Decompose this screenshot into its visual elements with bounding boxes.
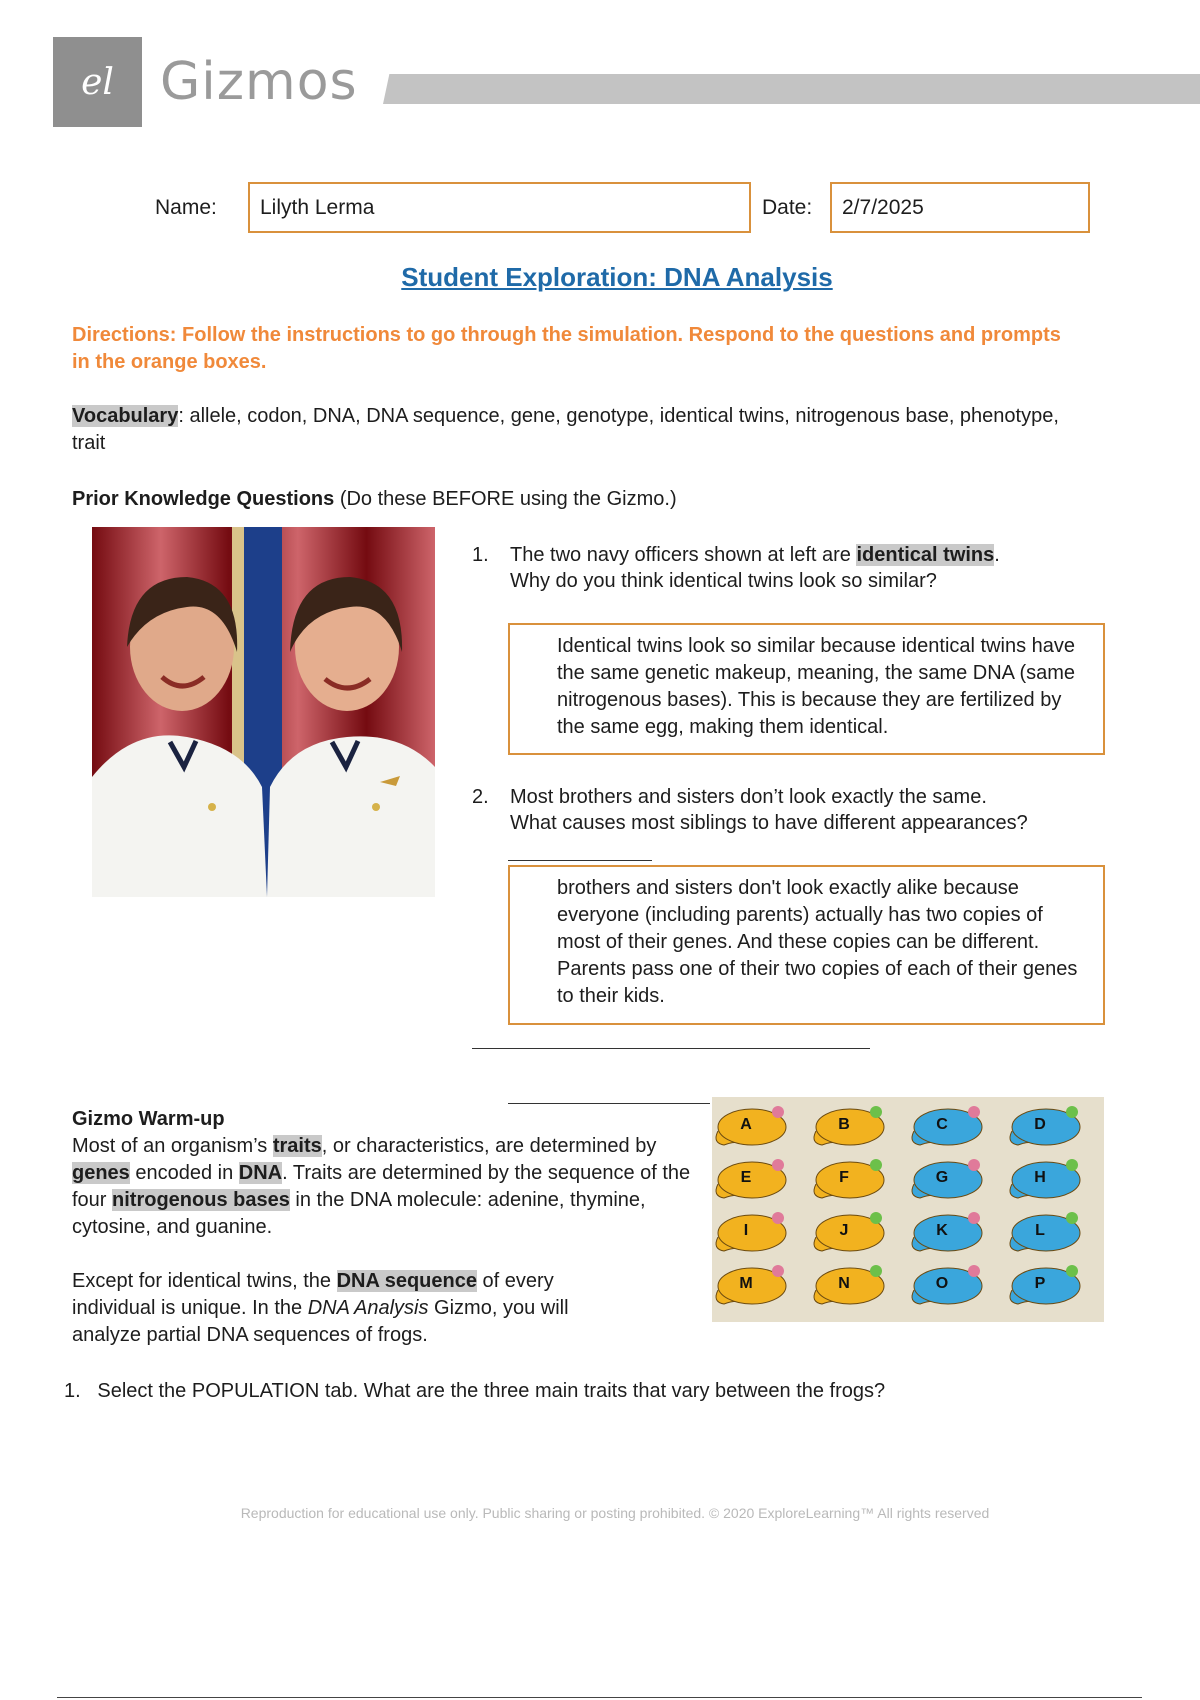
question-2 — [472, 784, 1112, 836]
prior-heading-label: Prior Knowledge Questions — [72, 488, 335, 510]
frog-label: L — [1035, 1222, 1045, 1239]
frog-a — [716, 1106, 786, 1145]
frog-label: A — [740, 1116, 752, 1133]
warmup-text: of every individual is unique. In the — [72, 1270, 554, 1319]
warmup-text: Gizmo, you will analyze partial DNA sequences of frogs. — [72, 1297, 569, 1346]
prior-knowledge-heading — [72, 488, 677, 511]
vocabulary — [72, 403, 1082, 457]
frog-o — [912, 1265, 982, 1304]
frog-h — [1010, 1159, 1080, 1198]
frog-label: K — [936, 1222, 948, 1239]
warmup-heading: Gizmo Warm-up — [72, 1108, 225, 1130]
date-field[interactable]: 2/7/2025 — [830, 182, 1090, 233]
term-dna-sequence: DNA sequence — [336, 1270, 477, 1292]
warmup-text: Except for identical twins, the — [72, 1270, 337, 1292]
activity-question-1 — [64, 1380, 885, 1403]
header-bar — [383, 74, 1200, 104]
page-divider — [57, 1697, 1142, 1698]
vocabulary-text: : allele, codon, DNA, DNA sequence, gene, genotype, identical twins, nitrogenous base, phenotype, trait — [72, 405, 1059, 454]
activity-question-1-text: Select the POPULATION tab. What are the three main traits that vary between the frogs? — [97, 1380, 886, 1402]
frog-l — [1010, 1212, 1080, 1251]
frog-label: G — [935, 1169, 949, 1186]
frog-k — [912, 1212, 982, 1251]
frog-label: O — [935, 1275, 949, 1292]
frog-label: H — [1034, 1169, 1046, 1186]
answer-line — [508, 1103, 710, 1104]
copyright-footer: Reproduction for educational use only. Public sharing or posting prohibited. © 2020 ExploreLearning™ All rights reserved — [240, 1505, 990, 1521]
answer-box-1[interactable]: Identical twins look so similar because identical twins have the same genetic makeup, meaning, the same DNA (same nitrogenous bases). This is because they are fertilized by the same egg, making them identical. — [508, 623, 1105, 755]
frog-label: N — [838, 1275, 850, 1292]
frog-p — [1010, 1265, 1080, 1304]
warmup-text: . Traits are determined by the sequence of the four — [72, 1162, 691, 1211]
directions: Directions: Follow the instructions to go through the simulation. Respond to the questions and prompts in the orange boxes. — [72, 324, 1061, 373]
frog-label: D — [1034, 1116, 1046, 1133]
name-field[interactable]: Lilyth Lerma — [248, 182, 751, 233]
frog-label: C — [936, 1116, 948, 1133]
question-1-text-a: The two navy officers shown at left are — [510, 544, 857, 566]
gizmos-logo — [53, 37, 142, 127]
question-1 — [472, 542, 1092, 594]
frog-label: B — [838, 1116, 850, 1133]
navy-twins-photo — [92, 527, 435, 897]
prior-note: (Do these BEFORE using the Gizmo.) — [334, 488, 677, 510]
gizmo-warmup — [72, 1106, 702, 1349]
answer-line — [508, 860, 652, 861]
answer-box-2[interactable]: brothers and sisters don't look exactly alike because everyone (including parents) actually has two copies of most of their genes. And these copies can be different. Parents pass one of their two copies of each of their genes to their kids. — [508, 865, 1105, 1025]
activity-question-1-number: 1. — [64, 1380, 81, 1402]
question-1-highlight: identical twins — [856, 544, 995, 566]
name-label: Name: — [155, 196, 217, 219]
frog-label: J — [839, 1222, 849, 1239]
frog-i — [716, 1212, 786, 1251]
frog-e — [716, 1159, 786, 1198]
frog-f — [814, 1159, 884, 1198]
logo-glyph: el — [81, 61, 114, 103]
vocabulary-label: Vocabulary — [72, 405, 179, 427]
frog-label: M — [739, 1275, 753, 1292]
warmup-text: encoded in — [129, 1162, 239, 1184]
frog-b — [814, 1106, 884, 1145]
frog-label: F — [839, 1169, 849, 1186]
question-2-line2: What causes most siblings to have different appearances? — [510, 812, 1028, 834]
term-traits: traits — [272, 1135, 322, 1157]
term-genes: genes — [72, 1162, 130, 1184]
question-1-line2: Why do you think identical twins look so similar? — [510, 570, 937, 592]
warmup-text: in the DNA molecule: adenine, thymine, cytosine, and guanine. — [72, 1189, 646, 1238]
frog-population-image — [712, 1097, 1104, 1322]
gizmo-name: DNA Analysis — [307, 1297, 429, 1319]
question-2-line1: Most brothers and sisters don’t look exactly the same. — [510, 786, 987, 808]
frog-m — [716, 1265, 786, 1304]
answer-line — [472, 1048, 870, 1049]
page-title: Student Exploration: DNA Analysis — [401, 262, 833, 292]
warmup-paragraph-2 — [72, 1268, 612, 1349]
frog-label: E — [740, 1169, 752, 1186]
warmup-text: , or characteristics, are determined by — [321, 1135, 657, 1157]
frog-d — [1010, 1106, 1080, 1145]
question-1-text-b: . — [994, 544, 1000, 566]
question-2-number: 2. — [472, 786, 489, 808]
date-label: Date: — [762, 196, 813, 219]
frog-g — [912, 1159, 982, 1198]
frog-label: I — [743, 1222, 749, 1239]
term-dna: DNA — [238, 1162, 283, 1184]
frog-label: P — [1034, 1275, 1046, 1292]
frog-c — [912, 1106, 982, 1145]
warmup-text: Most of an organism’s — [72, 1135, 273, 1157]
brand-name: Gizmos — [160, 52, 358, 112]
frog-n — [814, 1265, 884, 1304]
question-1-number: 1. — [472, 544, 489, 566]
term-nitrogenous-bases: nitrogenous bases — [112, 1189, 290, 1211]
frog-j — [814, 1212, 884, 1251]
